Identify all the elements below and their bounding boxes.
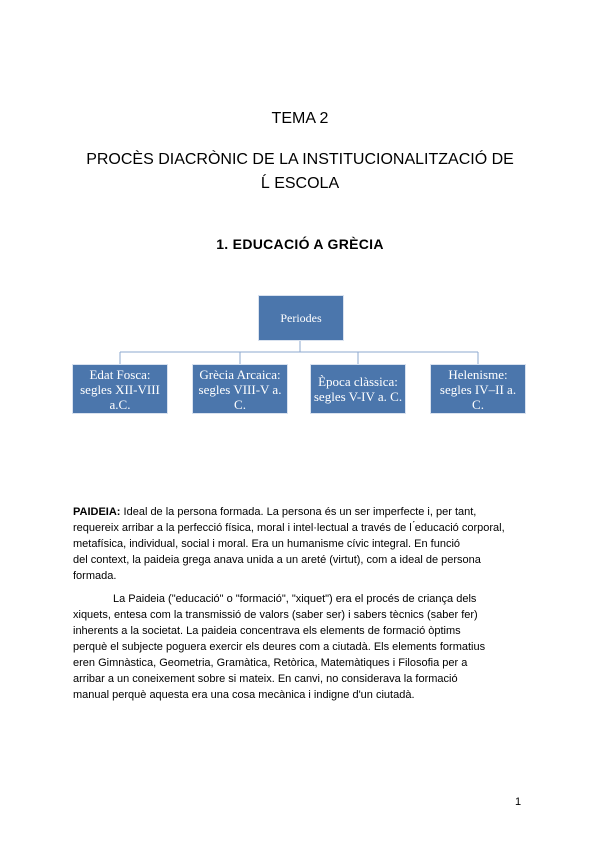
page-number: 1 bbox=[515, 796, 522, 808]
title-line-1: PROCÈS DIACRÒNIC DE LA INSTITUCIONALITZACIÓ DE bbox=[86, 151, 514, 168]
diagram-box-epoca-classica: Època clàssica: segles V-IV a. C. bbox=[310, 364, 406, 414]
tema-heading: TEMA 2 bbox=[271, 110, 329, 127]
paragraph-line: xiquets, entesa com la transmissió de valors (saber ser) i sabers tècnics (saber fer) bbox=[73, 609, 478, 621]
paragraph-line bbox=[73, 504, 528, 520]
diagram-root-box: Periodes bbox=[258, 295, 344, 341]
diagram-box-helenisme: Helenisme: segles IV–II a. C. bbox=[430, 364, 526, 414]
paragraph-paideia-description bbox=[73, 591, 528, 703]
paragraph-line: inherents a la societat. La paideia concentrava els elements de formació òptims bbox=[73, 625, 461, 637]
paragraph-line: formada. bbox=[73, 570, 117, 582]
section-heading: 1. EDUCACIÓ A GRÈCIA bbox=[216, 236, 384, 252]
paideia-label: PAIDEIA: bbox=[73, 506, 121, 518]
paragraph-line: del context, la paideia grega anava unida a un areté (virtut), com a ideal de persona bbox=[73, 554, 481, 566]
paragraph-line: manual perquè aquesta era una cosa mecànica i indigne d'un ciutadà. bbox=[73, 689, 415, 701]
paragraph-line: eren Gimnàstica, Geometria, Gramàtica, Retòrica, Matemàtiques i Filosofia per a bbox=[73, 657, 468, 669]
paragraph-line: perquè el subjecte poguera exercir els deures com a ciutadà. Els elements formatius bbox=[73, 641, 486, 653]
paragraph-line: requereix arribar a la perfecció física, moral i intel·lectual a través de l ́educació corporal, bbox=[73, 522, 505, 534]
paragraph-line: La Paideia ("educació" o "formació", "xiquet") era el procés de criança dels bbox=[113, 593, 477, 605]
title-line-2: Ĺ ESCOLA bbox=[260, 175, 340, 192]
diagram-box-edat-fosca: Edat Fosca: segles XII-VIII a.C. bbox=[72, 364, 168, 414]
paragraph-line: arribar a un coneixement sobre si mateix. En canvi, no considerava la formació bbox=[73, 673, 458, 685]
line-text: Ideal de la persona formada. La persona és un ser imperfecte i, per tant, bbox=[123, 506, 477, 518]
paragraph-line: metafísica, individual, social i moral. Era un humanisme cívic integral. En funció bbox=[73, 538, 461, 550]
paragraph-paideia bbox=[73, 504, 528, 584]
diagram-box-grecia-arcaica: Grècia Arcaica: segles VIII-V a. C. bbox=[192, 364, 288, 414]
